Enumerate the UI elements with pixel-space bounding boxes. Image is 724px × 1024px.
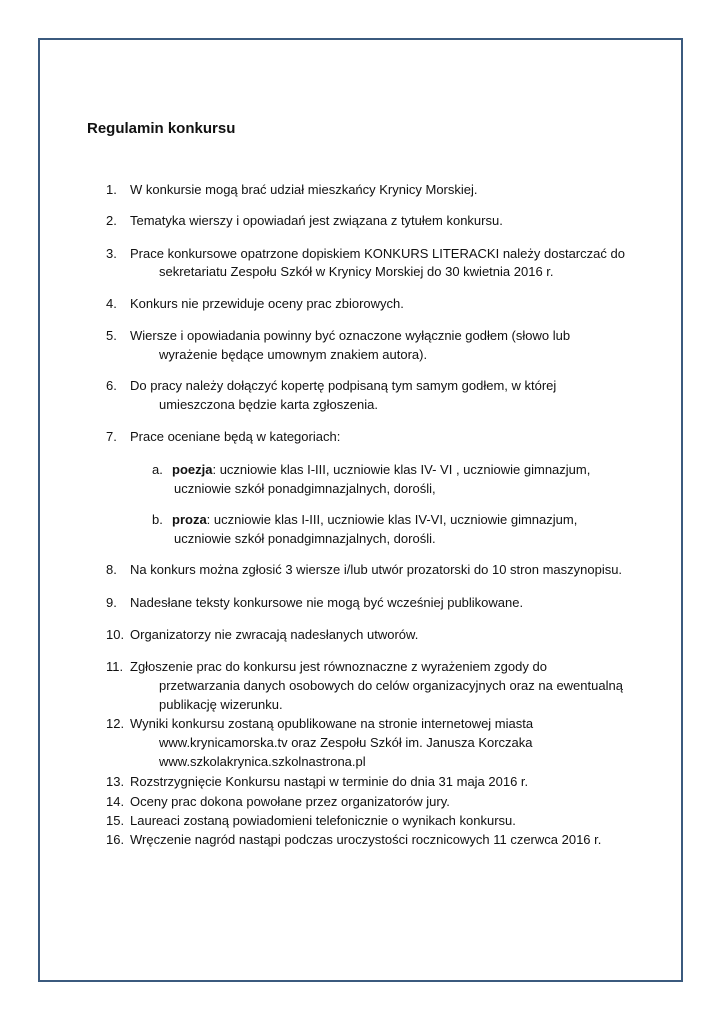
- category-letter: b.: [152, 512, 163, 527]
- rule-number: 16.: [106, 832, 125, 847]
- rule-text: Oceny prac dokona powołane przez organizatorów jury.: [130, 794, 450, 809]
- rule-number: 13.: [106, 774, 125, 789]
- rule-text: Wyniki konkursu zostaną opublikowane na stronie internetowej miasta: [130, 716, 534, 731]
- rule-text-continued: publikację wizerunku.: [159, 697, 283, 712]
- rule-number: 10.: [106, 627, 125, 642]
- rule-number: 15.: [106, 813, 125, 828]
- rule-text: Prace konkursowe opatrzone dopiskiem KONKURS LITERACKI należy dostarczać do: [130, 246, 625, 261]
- rule-number: 14.: [106, 794, 125, 809]
- rule-text: Laureaci zostaną powiadomieni telefonicznie o wynikach konkursu.: [130, 813, 516, 828]
- rule-text: Do pracy należy dołączyć kopertę podpisaną tym samym godłem, w której: [130, 378, 557, 393]
- rule-number: 12.: [106, 716, 125, 731]
- category-text-continued: uczniowie szkół ponadgimnazjalnych, dorośli,: [174, 481, 436, 496]
- rule-text-continued: wyrażenie będące umownym znakiem autora).: [159, 347, 428, 362]
- category-description: : uczniowie klas I-III, uczniowie klas IV-VI, uczniowie gimnazjum,: [206, 512, 578, 527]
- category-description: : uczniowie klas I-III, uczniowie klas IV- VI , uczniowie gimnazjum,: [212, 462, 591, 477]
- rule-number: 9.: [106, 595, 117, 610]
- rule-number: 3.: [106, 246, 117, 261]
- category-text-continued: uczniowie szkół ponadgimnazjalnych, dorośli.: [174, 531, 436, 546]
- rule-number: 7.: [106, 429, 117, 444]
- rule-number: 8.: [106, 562, 117, 577]
- rule-text: Rozstrzygnięcie Konkursu nastąpi w terminie do dnia 31 maja 2016 r.: [130, 774, 529, 789]
- rule-number: 5.: [106, 328, 117, 343]
- rule-number: 11.: [106, 659, 124, 674]
- rule-text-continued: sekretariatu Zespołu Szkół w Krynicy Morskiej do 30 kwietnia 2016 r.: [159, 264, 554, 279]
- rule-text: Nadesłane teksty konkursowe nie mogą być wcześniej publikowane.: [130, 595, 524, 610]
- category-name: poezja: [172, 462, 213, 477]
- document-title: Regulamin konkursu: [87, 120, 236, 137]
- rule-number: 2.: [106, 213, 117, 228]
- rule-text-continued: www.krynicamorska.tv oraz Zespołu Szkół im. Janusza Korczaka: [159, 735, 533, 750]
- rule-text-continued: umieszczona będzie karta zgłoszenia.: [159, 397, 378, 412]
- rule-number: 4.: [106, 296, 117, 311]
- category-text: [172, 460, 590, 479]
- rule-text: Na konkurs można zgłosić 3 wiersze i/lub utwór prozatorski do 10 stron maszynopisu.: [130, 562, 623, 577]
- rule-text: Wiersze i opowiadania powinny być oznaczone wyłącznie godłem (słowo lub: [130, 328, 571, 343]
- rule-text: Organizatorzy nie zwracają nadesłanych utworów.: [130, 627, 419, 642]
- rule-text: W konkursie mogą brać udział mieszkańcy Krynicy Morskiej.: [130, 182, 478, 197]
- rule-text-continued: przetwarzania danych osobowych do celów organizacyjnych oraz na ewentualną: [159, 678, 623, 693]
- category-text: [172, 510, 577, 529]
- rule-number: 1.: [106, 182, 117, 197]
- category-letter: a.: [152, 462, 163, 477]
- category-name: proza: [172, 512, 207, 527]
- rule-text: Konkurs nie przewiduje oceny prac zbiorowych.: [130, 296, 404, 311]
- rule-text: Tematyka wierszy i opowiadań jest związana z tytułem konkursu.: [130, 213, 503, 228]
- rule-number: 6.: [106, 378, 117, 393]
- rule-text: Prace oceniane będą w kategoriach:: [130, 429, 341, 444]
- rule-text: Zgłoszenie prac do konkursu jest równoznaczne z wyrażeniem zgody do: [130, 659, 547, 674]
- rule-text: Wręczenie nagród nastąpi podczas uroczystości rocznicowych 11 czerwca 2016 r.: [130, 832, 602, 847]
- rule-text-continued: www.szkolakrynica.szkolnastrona.pl: [159, 754, 366, 769]
